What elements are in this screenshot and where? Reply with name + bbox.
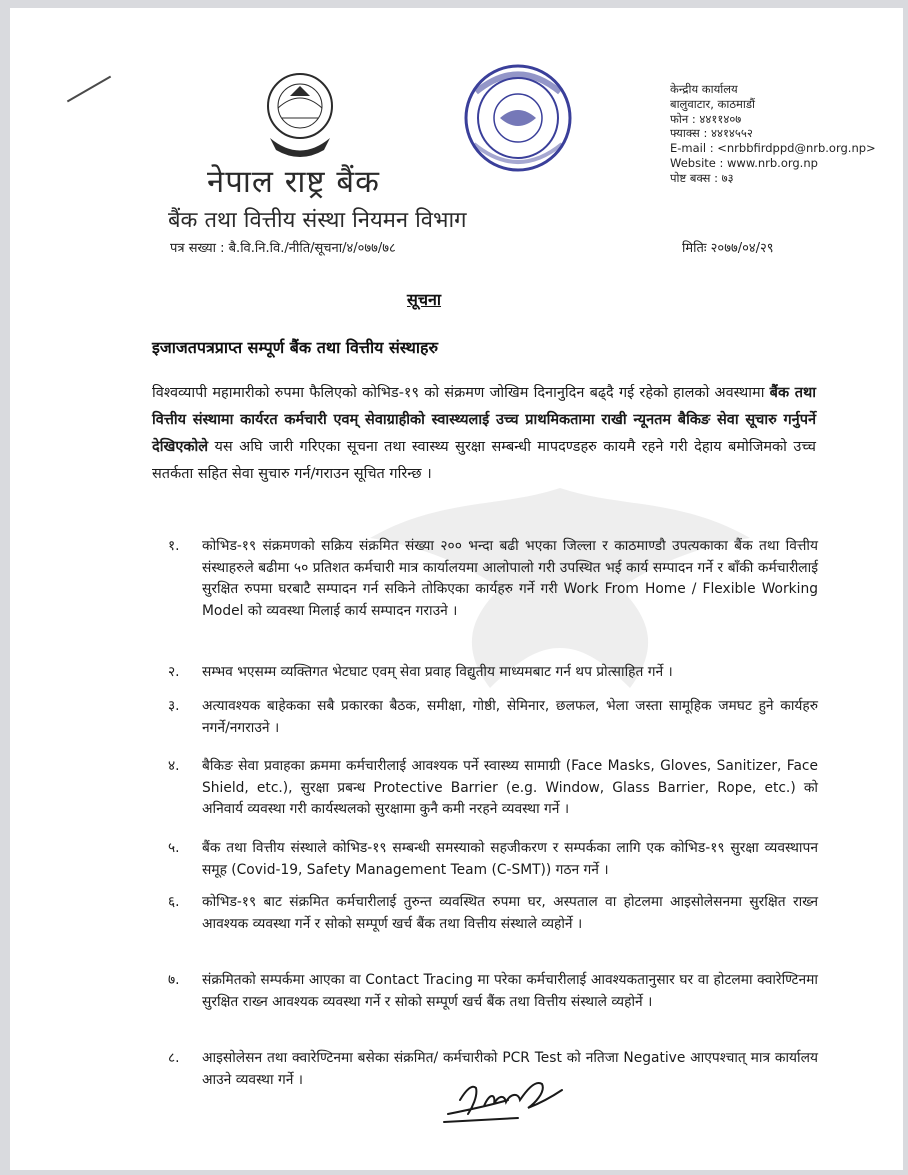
- list-item: [170, 696, 818, 739]
- list-item-number: ८.: [168, 1050, 180, 1066]
- addressee: इजाजतपत्रप्राप्त सम्पूर्ण बैंक तथा वित्तीय संस्थाहरु: [152, 338, 439, 357]
- bank-name: नेपाल राष्ट्र बैंक: [207, 164, 380, 200]
- seal-icon: [456, 62, 584, 174]
- list-item-number: २.: [168, 664, 180, 680]
- list-item: [170, 756, 818, 821]
- department-name: बैंक तथा वित्तीय संस्था नियमन विभाग: [168, 208, 467, 233]
- list-item-text: अत्यावश्यक बाहेकका सबै प्रकारका बैठक, समीक्षा, गोष्ठी, सेमिनार, छलफल, भेला जस्ता सामूहिक जमघट हुने कार्यहरु नगर्ने/नगराउने ।: [202, 698, 818, 736]
- list-item-number: १.: [168, 538, 180, 554]
- list-item: [170, 838, 818, 881]
- list-item-number: ४.: [168, 758, 180, 774]
- list-item-text: आइसोलेसन तथा क्वारेण्टिनमा बसेका संक्रमित/ कर्मचारीको PCR Test को नतिजा Negative आएपश्चात् मात्र कार्यालय आउने व्यवस्था गर्ने ।: [202, 1050, 818, 1088]
- signature-icon: [438, 1070, 588, 1130]
- office-pobox: पोष्ट बक्स : ७३: [670, 170, 734, 185]
- notice-title: सूचना: [407, 290, 442, 309]
- office-line1: केन्द्रीय कार्यालय: [670, 82, 738, 96]
- list-item-number: ५.: [168, 840, 180, 856]
- list-item-text: बैकिङ सेवा प्रवाहका क्रममा कर्मचारीलाई आवश्यक पर्ने स्वास्थ्य सामाग्री (Face Masks, Gloves, Sanitizer, Face Shield, etc.), सुरक्षा प्रबन्ध Protective Barrier (e.g. Window, Glass Barrier, Rope, etc.) को अनिवार्य व्यवस्था गरी कार्यस्थलको सुरक्षामा कुनै कमी नरहने व्यवस्था गर्ने ।: [202, 758, 818, 817]
- office-email: E-mail : <nrbbfirdppd@nrb.org.np>: [670, 141, 876, 156]
- list-item-text: कोभिड-१९ संक्रमणको सक्रिय संक्रमित संख्या २०० भन्दा बढी भएका जिल्ला र काठमाण्डौ उपत्यकाका बैंक तथा वित्तीय संस्थाहरुले बढीमा ५० प्रतिशत कर्मचारी मात्र कार्यालयमा आलोपालो गरी उपस्थित भई कार्य सम्पादन गर्ने र बाँकी कर्मचारीलाई सुरक्षित रुपमा घरबाटै सम्पादन गर्न सकिने तोकिएका कार्यहरु गर्ने गरी Work From Home / Flexible Working Model को व्यवस्था मिलाई कार्य सम्पादन गराउने ।: [202, 538, 818, 619]
- list-item: [170, 536, 818, 622]
- list-item-number: ३.: [168, 698, 180, 714]
- office-fax: फ्याक्स : ४४१४५५२: [670, 126, 753, 141]
- date: मितिः २०७७/०४/२९: [682, 241, 774, 256]
- office-website: Website : www.nrb.org.np: [670, 155, 818, 170]
- list-item: [170, 892, 818, 935]
- office-line2: बालुवाटार, काठमाडौं: [670, 96, 755, 111]
- office-phone: फोन : ४४११४०७: [670, 111, 742, 126]
- list-item-text: संक्रमितको सम्पर्कमा आएका वा Contact Tracing मा परेका कर्मचारीलाई आवश्यकतानुसार घर वा होटलमा क्वारेण्टिनमा सुरक्षित राख्न आवश्यक व्यवस्था गर्ने र सोको सम्पूर्ण खर्च बैंक तथा वित्तीय संस्थाले व्यहोर्ने ।: [202, 972, 818, 1010]
- intro-text-1: विश्वव्यापी महामारीको रुपमा फैलिएको कोभिड-१९ को संक्रमण जोखिम दिनानुदिन बढ्दै गई रहेको हालको अवस्थामा: [152, 385, 770, 401]
- reference-number: पत्र सख्या : बै.वि.नि.वि./नीति/सूचना/४/०७७/७८: [170, 241, 396, 256]
- pen-mark: [67, 76, 111, 103]
- list-item-number: ७.: [168, 972, 180, 988]
- list-item: [170, 662, 818, 684]
- list-item-text: सम्भव भएसम्म व्यक्तिगत भेटघाट एवम् सेवा प्रवाह विद्युतीय माध्यमबाट गर्न थप प्रोत्साहित गर्ने ।: [202, 664, 673, 680]
- intro-bold-text: बैंक तथा वित्तीय संस्थामा कार्यरत कर्मचारी एवम् सेवाग्राहीको स्वास्थ्यलाई उच्च प्राथमिकतामा राखी न्यूनतम बैकिङ सेवा सूचारु गर्नुपर्ने देखिएकोले: [152, 385, 817, 455]
- intro-paragraph: [152, 380, 816, 488]
- list-item-text: बैंक तथा वित्तीय संस्थाले कोभिड-१९ सम्बन्धी समस्याको सहजीकरण र सम्पर्कका लागि एक कोभिड-१९ सुरक्षा व्यवस्थापन समूह (Covid-19, Safety Management Team (C-SMT)) गठन गर्ने ।: [202, 840, 818, 878]
- list-item-number: ६.: [168, 894, 180, 910]
- document-page: [10, 8, 903, 1170]
- list-item-text: कोभिड-१९ बाट संक्रमित कर्मचारीलाई तुरुन्त व्यवस्थित रुपमा घर, अस्पताल वा होटलमा आइसोलेसनमा सुरक्षित राख्न आवश्यक व्यवस्था गर्ने र सोको सम्पूर्ण खर्च बैंक तथा वित्तीय संस्थाले व्यहोर्ने ।: [202, 894, 818, 932]
- emblem-icon: [260, 68, 340, 158]
- intro-text-2: यस अघि जारी गरिएका सूचना तथा स्वास्थ्य सुरक्षा सम्बन्धी मापदण्डहरु कायमै रहने गरी देहाय बमोजिमको उच्च सतर्कता सहित सेवा सुचारु गर्न/गराउन सूचित गरिन्छ ।: [152, 439, 816, 482]
- list-item: [170, 970, 818, 1013]
- office-address-block: [670, 82, 876, 186]
